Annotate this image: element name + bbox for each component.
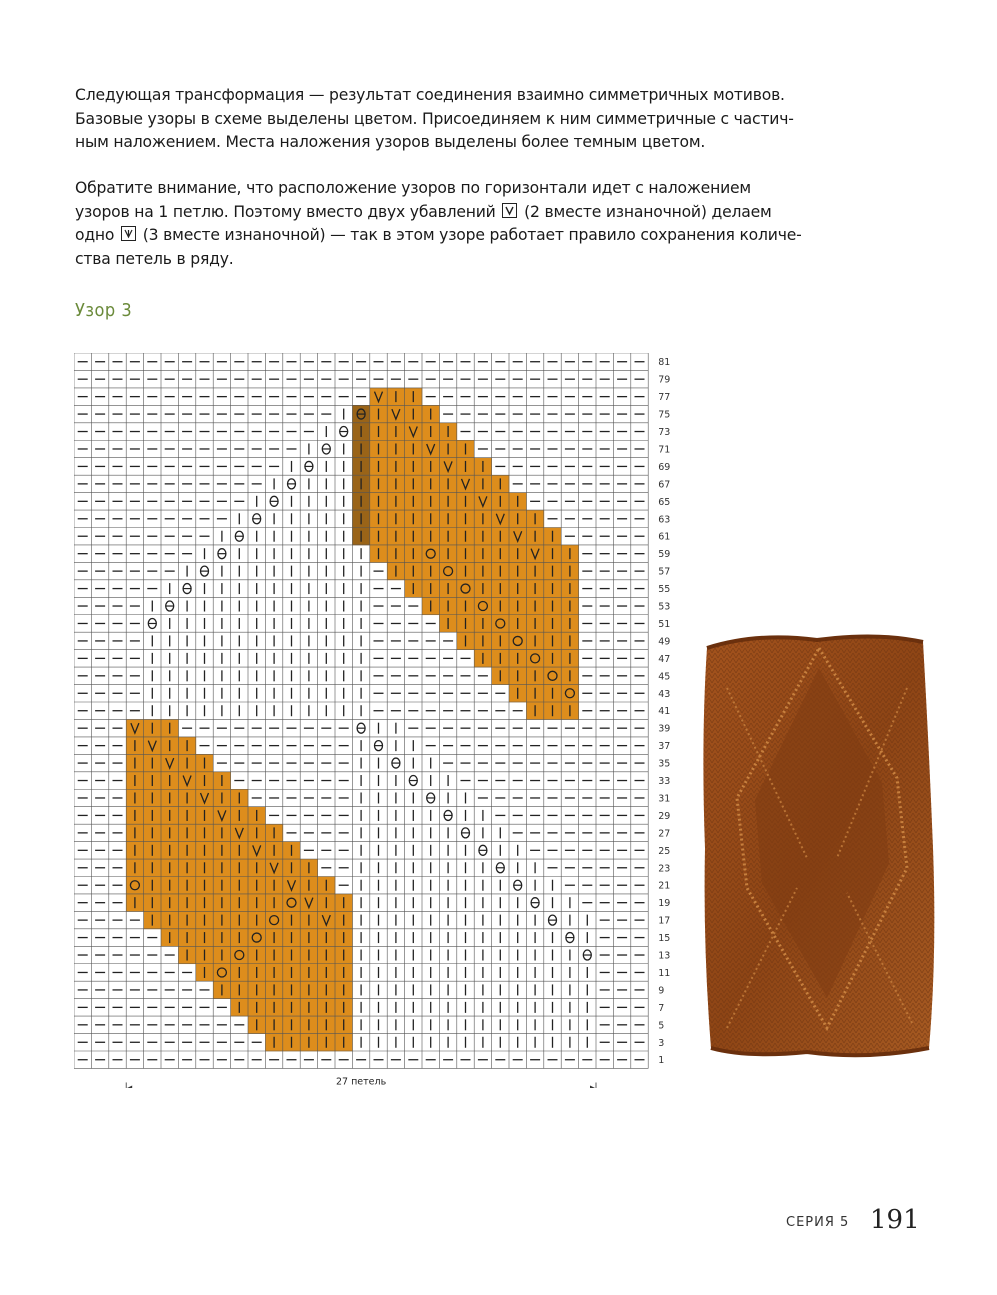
text-line: ным наложением. Места наложения узоров выделены более темным цветом. — [75, 133, 706, 151]
row-label: 73 — [658, 427, 671, 439]
row-label: 1 — [658, 1055, 665, 1067]
row-label: 5 — [658, 1020, 665, 1032]
text-fragment: одно — [75, 226, 115, 244]
text-line: Базовые узоры в схеме выделены цветом. Присоединяем к ним симметричные с частич- — [75, 109, 794, 128]
row-label: 11 — [658, 967, 671, 979]
row-label: 65 — [658, 496, 671, 508]
row-label: 13 — [658, 950, 671, 962]
row-label: 71 — [658, 444, 671, 456]
chart-colored-cell — [126, 877, 144, 895]
row-label: 61 — [658, 531, 671, 543]
row-label: 37 — [658, 741, 671, 753]
chart-colored-cell — [526, 650, 544, 668]
knitted-swatch-photo — [697, 628, 939, 1063]
p2tog-symbol-icon — [502, 203, 517, 218]
row-label: 23 — [658, 863, 671, 875]
row-label: 17 — [658, 915, 671, 927]
row-label: 57 — [658, 566, 671, 578]
note-paragraph — [75, 177, 905, 271]
row-label: 79 — [658, 374, 671, 386]
text-line: Обратите внимание, что расположение узоров по горизонтали идет с наложением — [75, 179, 751, 197]
row-label: 27 — [658, 828, 671, 840]
row-label: 7 — [658, 1002, 665, 1014]
intro-paragraph — [75, 84, 905, 155]
row-label: 49 — [658, 636, 671, 648]
chart-colored-cell — [492, 615, 510, 633]
text-fragment: (2 вместе изнаночной) делаем — [524, 202, 772, 221]
pattern-heading: Узор 3 — [75, 300, 133, 321]
p3tog-symbol-icon — [121, 226, 136, 241]
chart-colored-cell — [283, 894, 301, 912]
row-label: 41 — [658, 706, 671, 718]
row-label: 47 — [658, 653, 671, 665]
page-number: 191 — [870, 1205, 920, 1235]
row-label: 77 — [658, 392, 671, 404]
chart-colored-cell — [439, 562, 457, 580]
row-label: 59 — [658, 549, 671, 561]
text-fragment: узоров на 1 петлю. Поэтому вместо двух убавлений — [75, 202, 496, 221]
chart-colored-cell — [213, 964, 231, 982]
row-label: 81 — [658, 357, 671, 369]
text-line: ства петель в ряду. — [75, 249, 234, 268]
chart-colored-cell — [248, 929, 266, 947]
text-line: Следующая трансформация — результат соединения взаимно симметричных мотивов. — [75, 86, 785, 104]
row-label: 45 — [658, 671, 671, 683]
row-label: 39 — [658, 723, 671, 735]
text-line — [75, 201, 905, 225]
row-label: 35 — [658, 758, 671, 770]
row-label: 69 — [658, 461, 671, 473]
row-label: 63 — [658, 514, 671, 526]
row-label: 67 — [658, 479, 671, 491]
row-label: 9 — [658, 985, 665, 997]
row-label: 25 — [658, 845, 671, 857]
row-label: 19 — [658, 898, 671, 910]
row-label: 51 — [658, 618, 671, 630]
row-label: 55 — [658, 584, 671, 596]
row-label: 29 — [658, 810, 671, 822]
row-label: 15 — [658, 933, 671, 945]
dimension-arrow-icon — [126, 1085, 132, 1088]
chart-colored-cell — [265, 911, 283, 929]
chart-colored-cell — [457, 580, 475, 598]
chart-colored-cell — [509, 632, 527, 650]
chart-colored-cell — [561, 685, 579, 703]
text-fragment: (3 вместе изнаночной) — так в этом узоре работает правило сохранения количе- — [142, 226, 802, 244]
row-label: 53 — [658, 601, 671, 613]
row-label: 75 — [658, 409, 671, 421]
row-label: 21 — [658, 880, 671, 892]
chart-colored-cell — [231, 946, 249, 964]
series-label: СЕРИЯ 5 — [786, 1215, 850, 1230]
row-label: 43 — [658, 688, 671, 700]
row-label: 31 — [658, 793, 671, 805]
chart-colored-cell — [544, 667, 562, 685]
chart-colored-cell — [422, 545, 440, 563]
row-label: 33 — [658, 776, 671, 788]
knitting-chart — [74, 353, 684, 1088]
row-label: 3 — [658, 1037, 665, 1049]
width-label: 27 петель — [335, 1076, 387, 1088]
chart-colored-cell — [474, 597, 492, 615]
text-line — [75, 224, 905, 248]
dimension-arrow-icon — [590, 1085, 596, 1088]
